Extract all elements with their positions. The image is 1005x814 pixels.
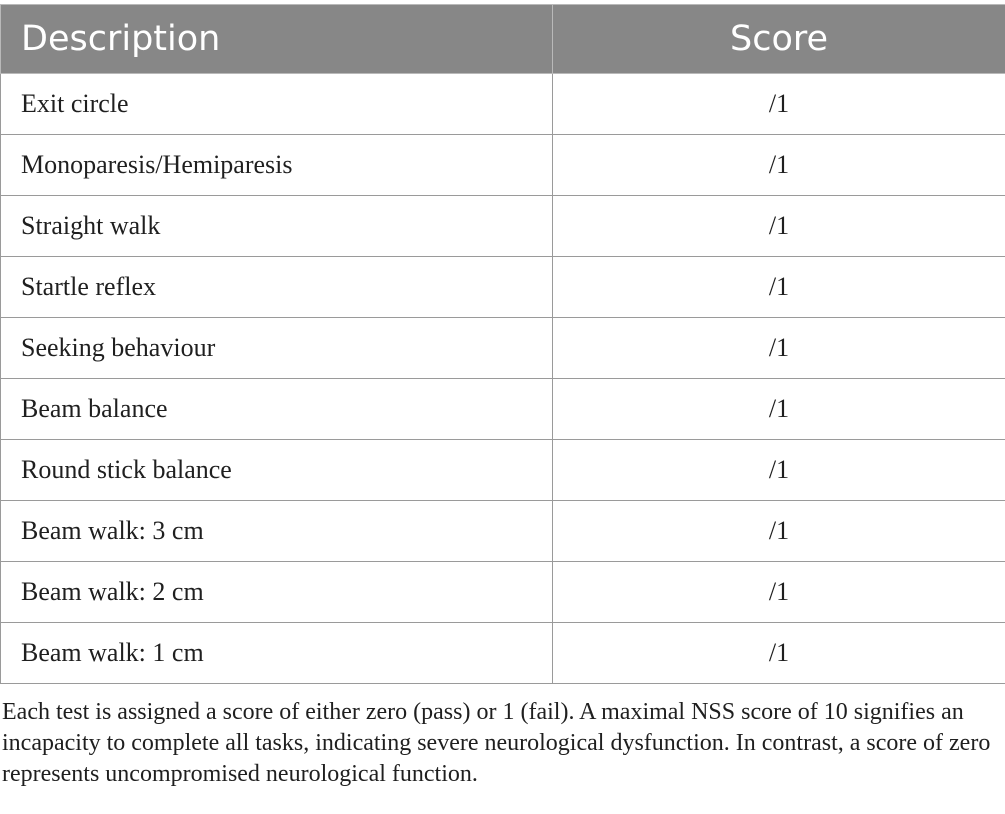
row-description: Beam walk: 1 cm bbox=[1, 623, 553, 684]
row-score: /1 bbox=[553, 318, 1005, 379]
row-description: Beam walk: 2 cm bbox=[1, 562, 553, 623]
row-score: /1 bbox=[553, 562, 1005, 623]
row-description: Beam walk: 3 cm bbox=[1, 501, 553, 562]
row-description: Straight walk bbox=[1, 196, 553, 257]
row-description: Seeking behaviour bbox=[1, 318, 553, 379]
row-score: /1 bbox=[553, 196, 1005, 257]
table-row bbox=[1, 562, 1005, 623]
table-row bbox=[1, 257, 1005, 318]
row-score: /1 bbox=[553, 74, 1005, 135]
row-score: /1 bbox=[553, 135, 1005, 196]
row-description: Startle reflex bbox=[1, 257, 553, 318]
nss-score-table bbox=[0, 4, 1005, 684]
row-score: /1 bbox=[553, 379, 1005, 440]
header-description: Description bbox=[1, 5, 553, 74]
row-score: /1 bbox=[553, 440, 1005, 501]
row-score: /1 bbox=[553, 623, 1005, 684]
table-row bbox=[1, 623, 1005, 684]
table-row bbox=[1, 74, 1005, 135]
table-row bbox=[1, 196, 1005, 257]
header-row bbox=[1, 5, 1005, 74]
row-description: Exit circle bbox=[1, 74, 553, 135]
table-body bbox=[1, 74, 1005, 684]
nss-table-container bbox=[0, 4, 1005, 684]
table-header bbox=[1, 5, 1005, 74]
row-score: /1 bbox=[553, 501, 1005, 562]
table-row bbox=[1, 318, 1005, 379]
table-row bbox=[1, 379, 1005, 440]
row-description: Beam balance bbox=[1, 379, 553, 440]
row-score: /1 bbox=[553, 257, 1005, 318]
table-row bbox=[1, 440, 1005, 501]
row-description: Monoparesis/Hemiparesis bbox=[1, 135, 553, 196]
table-footnote: Each test is assigned a score of either zero (pass) or 1 (fail). A maximal NSS score of 10 signifies an incapacity to complete all tasks, indicating severe neurological dysfunction. In contrast, a score of zero represents uncompromised neurological function. bbox=[2, 699, 991, 787]
table-row bbox=[1, 135, 1005, 196]
row-description: Round stick balance bbox=[1, 440, 553, 501]
table-row bbox=[1, 501, 1005, 562]
header-score: Score bbox=[553, 5, 1005, 74]
